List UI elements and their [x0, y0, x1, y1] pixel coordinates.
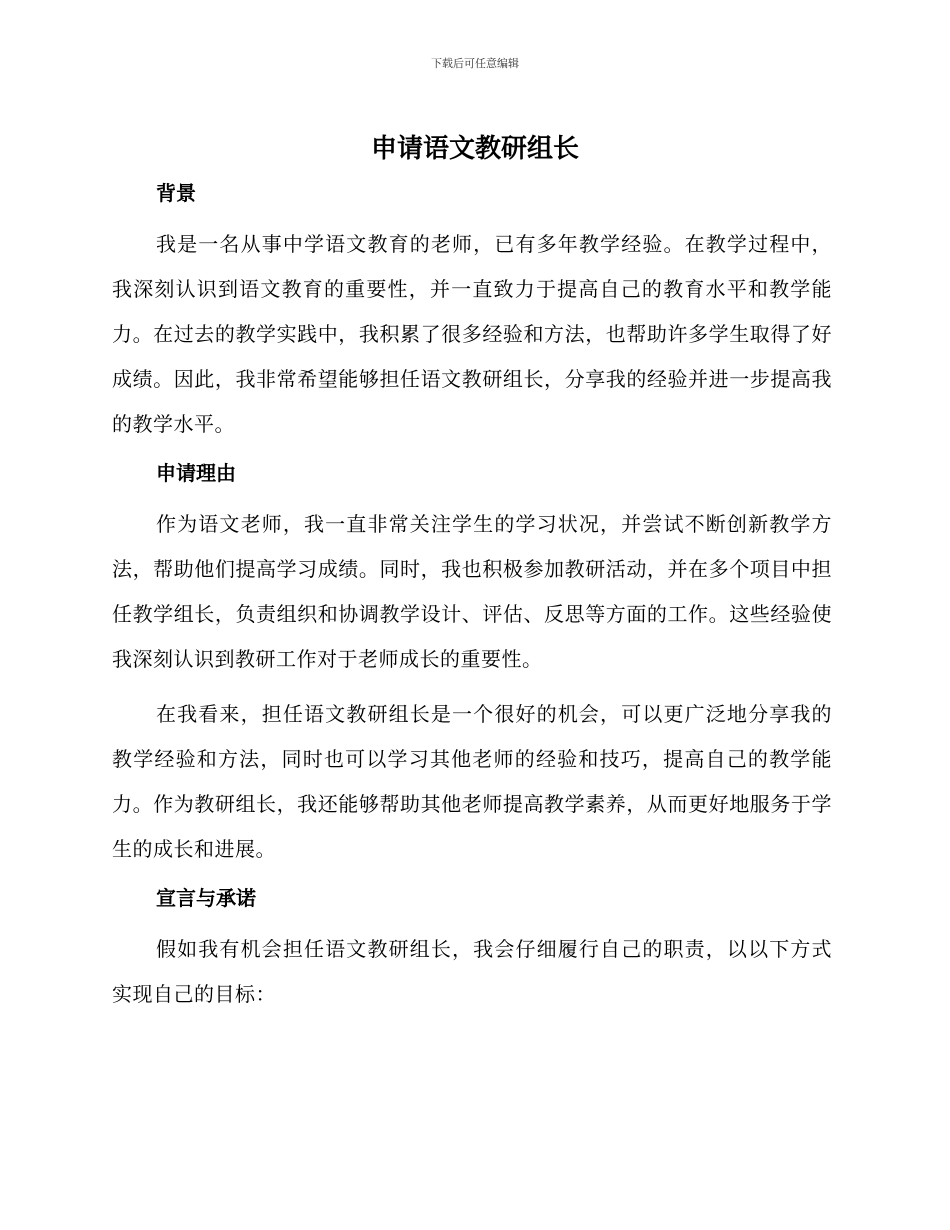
paragraph-reasons-2: 在我看来，担任语文教研组长是一个很好的机会，可以更广泛地分享我的教学经验和方法，同时也可以学习其他老师的经验和技巧，提高自己的教学能力。作为教研组长，我还能够帮助其他老师提高教学素养，从而更好地服务于学生的成长和进展。: [112, 702, 832, 861]
section-heading-reasons: 申请理由: [156, 461, 236, 485]
section-heading-declaration: 宣言与承诺: [156, 886, 256, 910]
document-title: 申请语文教研组长: [370, 134, 579, 164]
document-body: [112, 176, 832, 1017]
paragraph-reasons-1: 作为语文老师，我一直非常关注学生的学习状况，并尝试不断创新教学方法，帮助他们提高学习成绩。同时，我也积极参加教研活动，并在多个项目中担任教学组长，负责组织和协调教学设计、评估、反思等方面的工作。这些经验使我深刻认识到教研工作对于老师成长的重要性。: [112, 512, 832, 671]
paragraph-declaration: 假如我有机会担任语文教研组长，我会仔细履行自己的职责，以以下方式实现自己的目标：: [112, 937, 832, 1006]
section-heading-background: 背景: [156, 181, 196, 205]
paragraph-background: 我是一名从事中学语文教育的老师，已有多年教学经验。在教学过程中，我深刻认识到语文教育的重要性，并一直致力于提高自己的教育水平和教学能力。在过去的教学实践中，我积累了很多经验和方法，也帮助许多学生取得了好成绩。因此，我非常希望能够担任语文教研组长，分享我的经验并进一步提高我的教学水平。: [112, 232, 832, 436]
page-header: 下载后可任意编辑: [431, 57, 519, 70]
